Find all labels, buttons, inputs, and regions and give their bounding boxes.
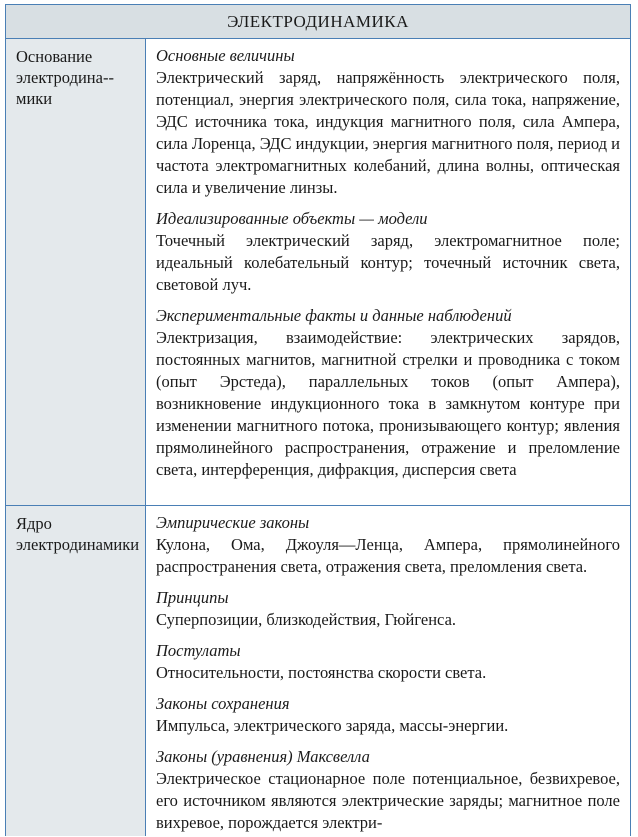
section-text: Относительности, постоянства скорости света.: [156, 663, 487, 682]
section-text: Электрический заряд, напряжённость электрического поля, потенциал, энергия электрического поля, сила тока, напряжение, ЭДС источника тока, индукция магнитного поля, сила Ампера, сила Лоренца, ЭДС индукции, энергия магнитного поля, период и частота электромагнитных колебаний, длина волны, оптическая сила и увеличение линзы.: [156, 68, 620, 197]
row-label-core: [6, 506, 146, 836]
electrodynamics-table: [5, 4, 631, 836]
label-text: Ядро электродинамики: [16, 514, 140, 554]
section-text: Кулона, Ома, Джоуля—Ленца, Ампера, прямолинейного распространения света, отражения света, преломления света.: [156, 535, 620, 576]
section-experimental-facts: [156, 305, 620, 481]
section-maxwell-equations: [156, 746, 620, 834]
section-text: Электризация, взаимодействие: электрических зарядов, постоянных магнитов, магнитной стрелки и проводника с током (опыт Эрстеда), параллельных токов (опыт Ампера), возникновение индукционного тока в замкнутом контуре при изменении магнитного потока, пронизывающего контур; явления прямолинейного распространения, отражение и преломление света, интерференция, дифракция, дисперсия света: [156, 328, 620, 479]
row-label-foundation: [6, 39, 146, 505]
row-content-foundation: [146, 39, 630, 505]
label-text: Основание электродина-мики: [16, 47, 114, 108]
section-idealized-objects: [156, 208, 620, 296]
section-conservation-laws: [156, 693, 620, 737]
section-heading: Постулаты: [156, 641, 241, 660]
section-heading: Принципы: [156, 588, 229, 607]
section-heading: Экспериментальные факты и данные наблюдений: [156, 306, 512, 325]
section-heading: Основные величины: [156, 46, 295, 65]
row-core: [6, 506, 630, 836]
section-basic-quantities: [156, 45, 620, 199]
section-heading: Эмпирические законы: [156, 513, 310, 532]
section-heading: Законы (уравнения) Максвелла: [156, 747, 370, 766]
section-text: Точечный электрический заряд, электромагнитное поле; идеальный колебательный контур; точечный источник света, световой луч.: [156, 231, 620, 294]
section-principles: [156, 587, 620, 631]
section-postulates: [156, 640, 620, 684]
section-heading: Идеализированные объекты — модели: [156, 209, 428, 228]
row-content-core: [146, 506, 630, 836]
section-empirical-laws: [156, 512, 620, 578]
section-text: Электрическое стационарное поле потенциальное, безвихревое, его источником являются электрические заряды; магнитное поле вихревое, порождается электри-: [156, 769, 620, 832]
table-title: ЭЛЕКТРОДИНАМИКА: [6, 5, 630, 39]
section-text: Суперпозиции, близкодействия, Гюйгенса.: [156, 610, 457, 629]
section-heading: Законы сохранения: [156, 694, 290, 713]
row-foundation: [6, 39, 630, 506]
section-text: Импульса, электрического заряда, массы-энергии.: [156, 716, 509, 735]
